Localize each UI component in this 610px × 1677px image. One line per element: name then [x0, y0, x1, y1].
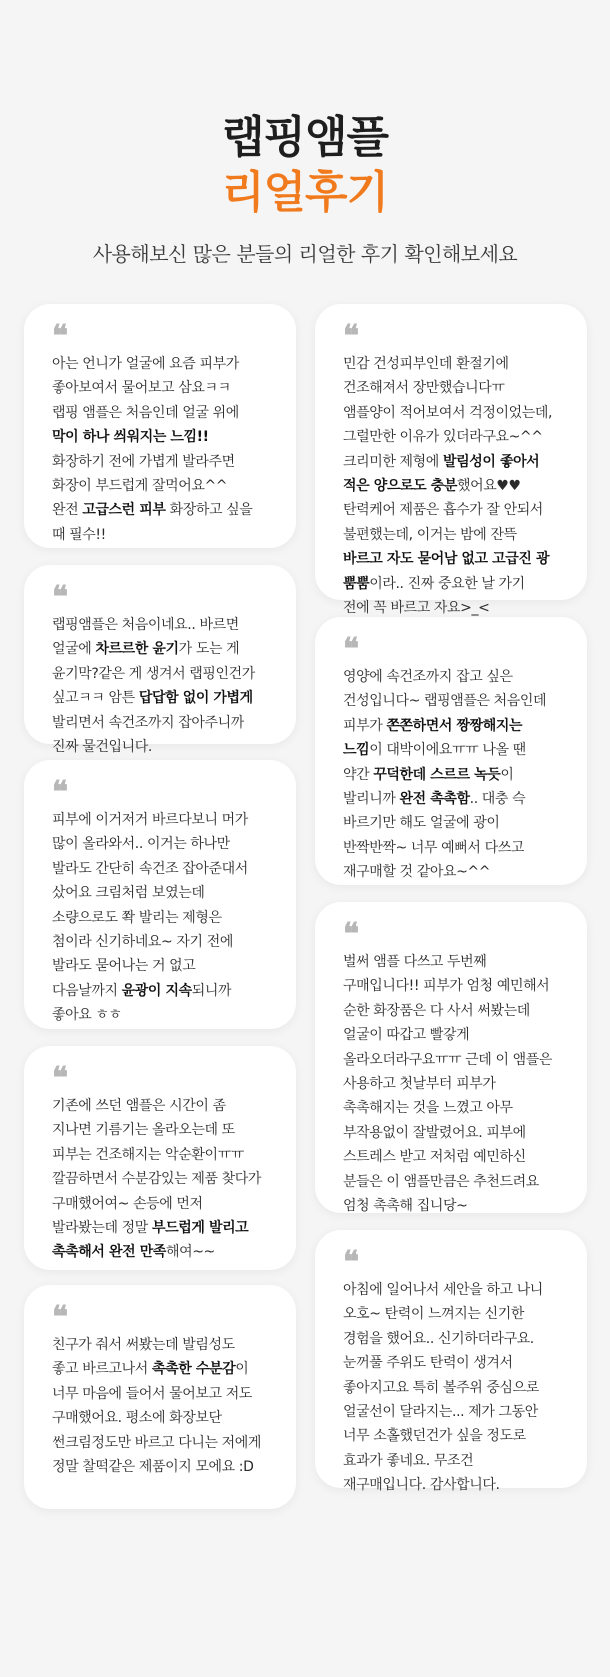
review-text: 피부가: [343, 717, 387, 734]
review-text-line: [343, 714, 569, 738]
review-text: 발리니까: [343, 791, 400, 808]
review-text-line: [52, 979, 278, 1003]
review-text-line: [52, 1431, 278, 1455]
review-text-line: [343, 1473, 569, 1497]
review-text: 올라오더라구요ㅠㅠ 근데 이 앰플은: [343, 1051, 553, 1068]
review-text-line: [52, 930, 278, 954]
review-text: 피부는 건조해지는 악순환이ㅠㅠ: [52, 1146, 244, 1163]
review-text: 민감 건성피부인데 환절기에: [343, 356, 509, 372]
review-text-line: [52, 662, 278, 686]
review-text-highlight: 꾸덕한데 스르르 녹듯: [373, 766, 501, 783]
review-text-line: [343, 999, 569, 1023]
page-title: 랩핑앰플: [221, 112, 388, 163]
review-text: 썬크림정도만 바르고 다니는 저에게: [52, 1434, 262, 1451]
reviews-column-right: [315, 304, 587, 1509]
review-text: 깔끔하면서 수분감있는 제품 찾다가: [52, 1171, 262, 1188]
review-text: 했어요♥♥: [456, 478, 521, 495]
review-text: 효과가 좋네요. 무조건: [343, 1452, 474, 1469]
review-text: 기존에 쓰던 앰플은 시간이 좀: [52, 1098, 226, 1114]
review-text: 이 대박이에요ㅠㅠ 나올 땐: [369, 742, 526, 759]
review-text: 그럴만한 이유가 있더라구요~^^: [343, 429, 543, 446]
review-text-line: [343, 836, 569, 860]
review-text-highlight: 차르르한 윤기: [95, 641, 179, 658]
review-text-line: [343, 1327, 569, 1351]
review-text-highlight: 촉촉한 수분감: [151, 1361, 236, 1378]
review-text-highlight: 쫀쫀하면서 짱짱해지는: [386, 717, 523, 734]
review-text-line: [343, 1400, 569, 1424]
quote-mark-icon: ❝: [52, 580, 69, 615]
review-text: 촉촉해지는 것을 느꼈고 아무: [343, 1100, 513, 1117]
review-text-line: [343, 1023, 569, 1047]
review-text-highlight: 바르고 자도 묻어남 없고 고급진 광: [343, 551, 550, 568]
review-text-line: [52, 352, 278, 376]
review-text: 앰플양이 적어보여서 걱정이었는데,: [343, 404, 553, 421]
review-text: 크리미한 제형에: [343, 453, 443, 470]
review-text: 친구가 줘서 써봤는데 발림성도: [52, 1337, 235, 1353]
review-text: 약간: [343, 766, 374, 783]
review-text-line: [343, 1194, 569, 1218]
review-text: 이: [500, 766, 514, 783]
page-header: [0, 0, 610, 267]
review-text-highlight: 고급스런 피부: [82, 502, 166, 519]
review-text: 아는 언니가 얼굴에 요즘 피부가: [52, 356, 239, 372]
review-card: [315, 1230, 587, 1494]
review-text: 경험을 했어요.. 신기하더라구요.: [343, 1330, 534, 1347]
review-text: 얼굴에: [52, 641, 96, 658]
review-text: 진짜 물건입니다.: [52, 739, 152, 756]
review-text-highlight: 답답함 없이 가볍게: [138, 690, 253, 707]
review-text-line: [52, 1192, 278, 1216]
review-text: 싶고ㅋㅋ 암튼: [52, 690, 139, 707]
quote-mark-icon: ❝: [52, 775, 69, 810]
review-text: 부작용없이 잘발렸어요. 피부에: [343, 1124, 526, 1141]
review-card: [24, 1046, 296, 1270]
review-text: 얼굴선이 달라지는... 제가 그동안: [343, 1404, 538, 1421]
review-text: 해여~~: [165, 1244, 215, 1261]
review-text-line: [343, 738, 569, 762]
review-text-line: [343, 1096, 569, 1120]
review-card: [315, 304, 587, 617]
review-text: 이: [235, 1361, 249, 1378]
review-text-line: [52, 686, 278, 710]
review-text-line: [343, 950, 569, 974]
review-text-line: [52, 1094, 278, 1118]
review-text: 너무 마음에 들어서 물어보고 저도: [52, 1385, 252, 1402]
review-text-line: [343, 1048, 569, 1072]
review-text: 좋고 바르고나서: [52, 1361, 152, 1378]
review-text-line: [343, 401, 569, 425]
review-text: 바르기만 해도 얼굴에 광이: [343, 815, 500, 832]
review-text-line: [52, 1167, 278, 1191]
review-text-line: [52, 1003, 278, 1027]
review-text: 첨이라 신기하네요~ 자기 전에: [52, 934, 233, 951]
review-text-highlight: 막이 하나 씌워지는 느낌!!: [52, 429, 209, 446]
review-text: 재구매할 것 같아요~^^: [343, 864, 491, 881]
review-text-line: [343, 860, 569, 884]
review-text: 사용하고 첫날부터 피부가: [343, 1076, 496, 1093]
review-text-line: [343, 1351, 569, 1375]
review-text: 발리면서 속건조까지 잡아주니까: [52, 714, 244, 731]
review-card: [24, 760, 296, 1029]
review-text-line: [52, 1382, 278, 1406]
review-text-line: [52, 954, 278, 978]
review-text-line: [343, 1278, 569, 1302]
review-text: 화장하고 싶을: [165, 502, 253, 519]
review-text-line: [52, 808, 278, 832]
review-text: 순한 화장품은 다 사서 써봤는데: [343, 1002, 530, 1019]
review-text-line: [343, 1121, 569, 1145]
review-text-line: [343, 689, 569, 713]
review-text: 발라도 묻어나는 거 없고: [52, 958, 196, 975]
review-text-highlight: 윤광이 지속: [121, 982, 192, 999]
review-text-line: [343, 352, 569, 376]
review-text-line: [52, 637, 278, 661]
quote-mark-icon: ❝: [52, 1300, 69, 1335]
review-text: 아침에 일어나서 세안을 하고 나니: [343, 1282, 543, 1298]
review-text-line: [52, 1406, 278, 1430]
quote-mark-icon: ❝: [52, 1061, 69, 1096]
review-text-line: [52, 1333, 278, 1357]
review-text-line: [52, 523, 278, 547]
review-text-line: [343, 450, 569, 474]
review-text-line: [343, 1072, 569, 1096]
review-text: 탄력케어 제품은 흡수가 잘 안되서: [343, 502, 543, 519]
review-text-line: [52, 857, 278, 881]
review-text: 때 필수!!: [52, 526, 106, 543]
review-text: 벌써 앰플 다쓰고 두번째: [343, 954, 487, 970]
quote-mark-icon: ❝: [52, 319, 69, 354]
review-text-line: [52, 711, 278, 735]
review-text: 구매했어요. 평소에 화장보단: [52, 1410, 222, 1427]
review-text-line: [52, 881, 278, 905]
review-text: 구매입니다!! 피부가 엄청 예민해서: [343, 978, 550, 995]
review-card: [315, 617, 587, 885]
review-text-line: [52, 474, 278, 498]
review-text-line: [52, 1118, 278, 1142]
review-text: 좋아요 ㅎㅎ: [52, 1007, 122, 1024]
review-text-line: [343, 1145, 569, 1169]
review-text: 좋아보여서 물어보고 삼요ㅋㅋ: [52, 380, 231, 397]
review-text: 눈꺼풀 주위도 탄력이 생겨서: [343, 1355, 513, 1372]
review-text: 완전: [52, 502, 83, 519]
review-text-line: [343, 376, 569, 400]
review-text: 화장하기 전에 가볍게 발라주면: [52, 453, 235, 470]
review-text-highlight: 뿜뿜: [343, 575, 370, 592]
review-text-line: [343, 1376, 569, 1400]
review-text: 너무 소홀했던건가 싶을 정도로: [343, 1428, 526, 1445]
review-text: 구매했어여~ 손등에 먼저: [52, 1195, 203, 1212]
review-text-line: [343, 425, 569, 449]
review-text-line: [343, 811, 569, 835]
review-text-line: [343, 572, 569, 596]
review-text: 건성입니다~ 랩핑앰플은 처음인데: [343, 693, 547, 710]
quote-mark-icon: ❝: [343, 319, 360, 354]
review-text: 불편했는데, 이거는 밤에 잔뜩: [343, 526, 517, 543]
review-text: 분들은 이 앰플만큼은 추천드려요: [343, 1173, 539, 1190]
review-text: 오호~ 탄력이 느껴지는 신기한: [343, 1306, 524, 1323]
review-text: 정말 찰떡같은 제품이지 모에요 :D: [52, 1459, 254, 1476]
review-text-line: [343, 474, 569, 498]
review-text: 화장이 부드럽게 잘먹어요^^: [52, 478, 228, 495]
review-text-line: [343, 1449, 569, 1473]
reviews-column-left: [24, 304, 296, 1509]
quote-mark-icon: ❝: [343, 1245, 360, 1280]
review-text: 엄청 촉촉해 집니당~: [343, 1198, 468, 1215]
review-text-line: [52, 1240, 278, 1264]
review-text: 전에 꼭 바르고 자요>_<: [343, 600, 490, 617]
review-text: 피부에 이거저거 바르다보니 머가: [52, 812, 248, 828]
review-card: [24, 1285, 296, 1509]
review-text-line: [343, 1424, 569, 1448]
review-text: 좋아지고요 특히 볼주위 중심으로: [343, 1379, 539, 1396]
review-text: 랩핑 앰플은 처음인데 얼굴 위에: [52, 404, 239, 421]
review-text: 가 도는 게: [178, 641, 240, 658]
reviews-grid: [24, 304, 587, 1509]
review-text-highlight: 부드럽게 발리고: [151, 1220, 249, 1237]
review-text-line: [343, 974, 569, 998]
review-text-line: [52, 613, 278, 637]
review-text-line: [52, 832, 278, 856]
review-text: .. 대충 슥: [469, 791, 526, 808]
quote-mark-icon: ❝: [343, 632, 360, 667]
review-text-line: [343, 547, 569, 571]
review-text: 많이 올라와서.. 이거는 하나만: [52, 836, 230, 853]
quote-mark-icon: ❝: [343, 917, 360, 952]
review-text-line: [52, 425, 278, 449]
review-text: 재구매입니다. 감사합니다.: [343, 1477, 500, 1494]
review-text: 발라도 간단히 속건조 잡아준대서: [52, 860, 248, 877]
review-text-line: [343, 763, 569, 787]
review-text: 이라.. 진짜 중요한 날 가기: [369, 575, 525, 592]
review-text: 윤기막?같은 게 생겨서 랩핑인건가: [52, 665, 255, 682]
review-text-highlight: 촉촉해서 완전 만족: [52, 1244, 166, 1261]
review-text: 샀어요 크림처럼 보였는데: [52, 885, 205, 902]
review-text-line: [343, 665, 569, 689]
review-card: [24, 304, 296, 548]
review-text-line: [343, 523, 569, 547]
review-text: 다음날까지: [52, 982, 122, 999]
review-text-line: [52, 498, 278, 522]
review-text-line: [52, 450, 278, 474]
review-text-highlight: 느낌: [343, 742, 370, 759]
review-text-line: [52, 1455, 278, 1479]
review-text-line: [343, 498, 569, 522]
review-text: 건조해져서 장만했습니다ㅠ: [343, 380, 505, 397]
review-text: 되니까: [191, 982, 232, 999]
review-text-line: [52, 906, 278, 930]
review-text-line: [52, 376, 278, 400]
page-subtitle: 사용해보신 많은 분들의 리얼한 후기 확인해보세요: [92, 242, 518, 266]
review-text: 발라봤는데 정말: [52, 1220, 152, 1237]
review-text-line: [52, 735, 278, 759]
review-text: 얼굴이 따갑고 빨갛게: [343, 1027, 470, 1044]
review-text-line: [343, 1170, 569, 1194]
review-text-line: [52, 1216, 278, 1240]
review-text-highlight: 발림성이 좋아서: [442, 453, 540, 470]
page-title-accent: 리얼후기: [221, 167, 388, 218]
review-text: 반짝반짝~ 너무 예뻐서 다쓰고: [343, 839, 524, 856]
review-text: 스트레스 받고 저처럼 예민하신: [343, 1149, 526, 1166]
review-text-line: [343, 1302, 569, 1326]
review-text: 소량으로도 쫙 발리는 제형은: [52, 909, 222, 926]
review-text: 지나면 기름기는 올라오는데 또: [52, 1122, 235, 1139]
review-text-line: [343, 787, 569, 811]
review-card: [24, 565, 296, 756]
review-text-highlight: 적은 양으로도 충분: [343, 478, 457, 495]
review-text-line: [52, 1143, 278, 1167]
review-text-line: [52, 401, 278, 425]
review-text: 영양에 속건조까지 잡고 싶은: [343, 669, 513, 685]
review-text: 랩핑앰플은 처음이네요.. 바르면: [52, 617, 239, 633]
review-card: [315, 902, 587, 1213]
review-text-highlight: 완전 촉촉함: [399, 791, 470, 808]
review-text-line: [52, 1357, 278, 1381]
